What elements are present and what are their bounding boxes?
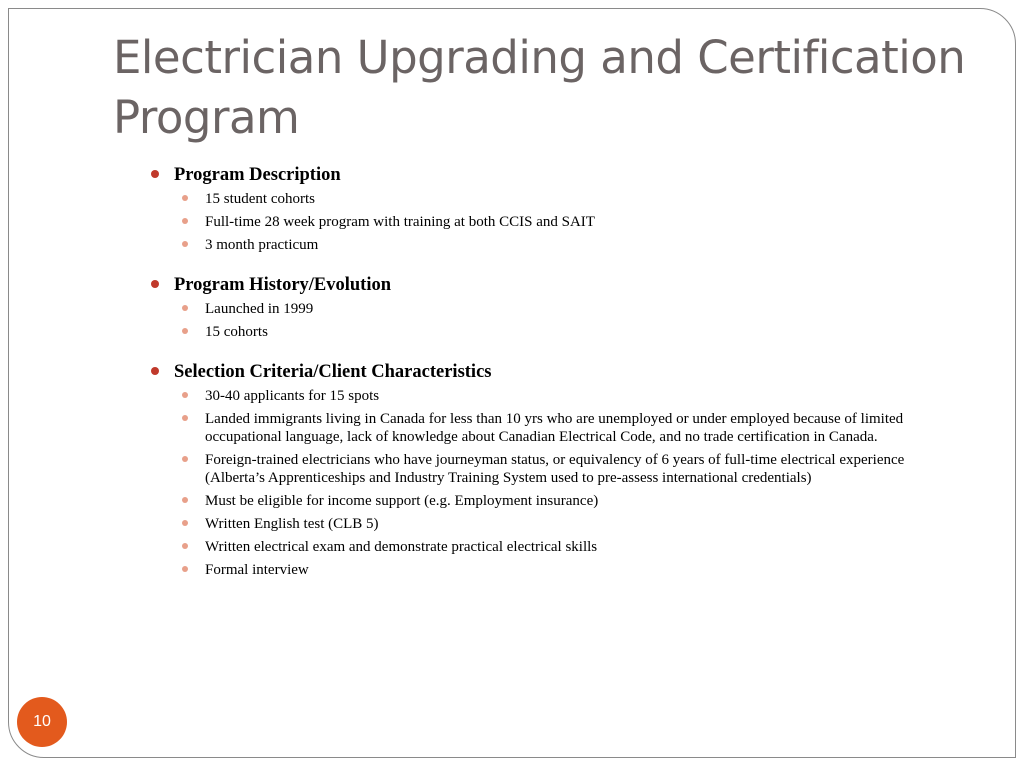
bullet-dot-icon	[182, 195, 188, 201]
bullet-dot-icon	[151, 280, 159, 288]
list-item-text: Full-time 28 week program with training at both CCIS and SAIT	[205, 214, 595, 230]
list-item-text: Formal interview	[205, 562, 309, 578]
slide-content	[150, 162, 965, 597]
list-item	[150, 236, 965, 254]
list-item-text: Must be eligible for income support (e.g. Employment insurance)	[205, 493, 599, 509]
slide-title: Electrician Upgrading and Certification Program	[113, 31, 966, 144]
bullet-dot-icon	[182, 543, 188, 549]
bullet-dot-icon	[182, 305, 188, 311]
bullet-list	[150, 300, 965, 341]
list-item	[150, 561, 965, 579]
list-item-text: Written electrical exam and demonstrate practical electrical skills	[205, 539, 598, 555]
section-heading	[150, 359, 965, 385]
list-item-text: Landed immigrants living in Canada for less than 10 yrs who are unemployed or under employed because of limited occupational language, lack of knowledge about Canadian Electrical Code, and no trade certification in Canada.	[205, 411, 904, 445]
bullet-dot-icon	[151, 367, 159, 375]
list-item	[150, 190, 965, 208]
bullet-dot-icon	[182, 241, 188, 247]
list-item	[150, 387, 965, 405]
bullet-list	[150, 190, 965, 254]
list-item	[150, 410, 965, 446]
section-selection-criteria	[150, 359, 965, 579]
list-item-text: Written English test (CLB 5)	[205, 516, 379, 532]
list-item-text: 15 student cohorts	[205, 191, 315, 207]
list-item	[150, 323, 965, 341]
section-heading-text: Selection Criteria/Client Characteristics	[174, 362, 492, 382]
list-item	[150, 538, 965, 556]
bullet-dot-icon	[182, 392, 188, 398]
bullet-dot-icon	[182, 456, 188, 462]
section-heading-text: Program History/Evolution	[174, 275, 392, 295]
list-item	[150, 492, 965, 510]
page-number-badge: 10	[17, 697, 67, 747]
list-item-text: 30-40 applicants for 15 spots	[205, 388, 380, 404]
section-program-history	[150, 272, 965, 341]
section-program-description	[150, 162, 965, 254]
section-heading	[150, 162, 965, 188]
bullet-dot-icon	[151, 170, 159, 178]
bullet-dot-icon	[182, 328, 188, 334]
list-item	[150, 213, 965, 231]
bullet-dot-icon	[182, 218, 188, 224]
bullet-list	[150, 387, 965, 579]
list-item	[150, 300, 965, 318]
bullet-dot-icon	[182, 415, 188, 421]
section-heading	[150, 272, 965, 298]
section-heading-text: Program Description	[174, 165, 341, 185]
list-item	[150, 451, 965, 487]
list-item-text: 15 cohorts	[205, 324, 268, 340]
list-item	[150, 515, 965, 533]
list-item-text: Launched in 1999	[205, 301, 314, 317]
list-item-text: Foreign-trained electricians who have journeyman status, or equivalency of 6 years of full-time electrical experience (Alberta’s Apprenticeships and Industry Training System used to pre-assess international credentials)	[205, 452, 905, 486]
list-item-text: 3 month practicum	[205, 237, 319, 253]
bullet-dot-icon	[182, 566, 188, 572]
bullet-dot-icon	[182, 497, 188, 503]
bullet-dot-icon	[182, 520, 188, 526]
